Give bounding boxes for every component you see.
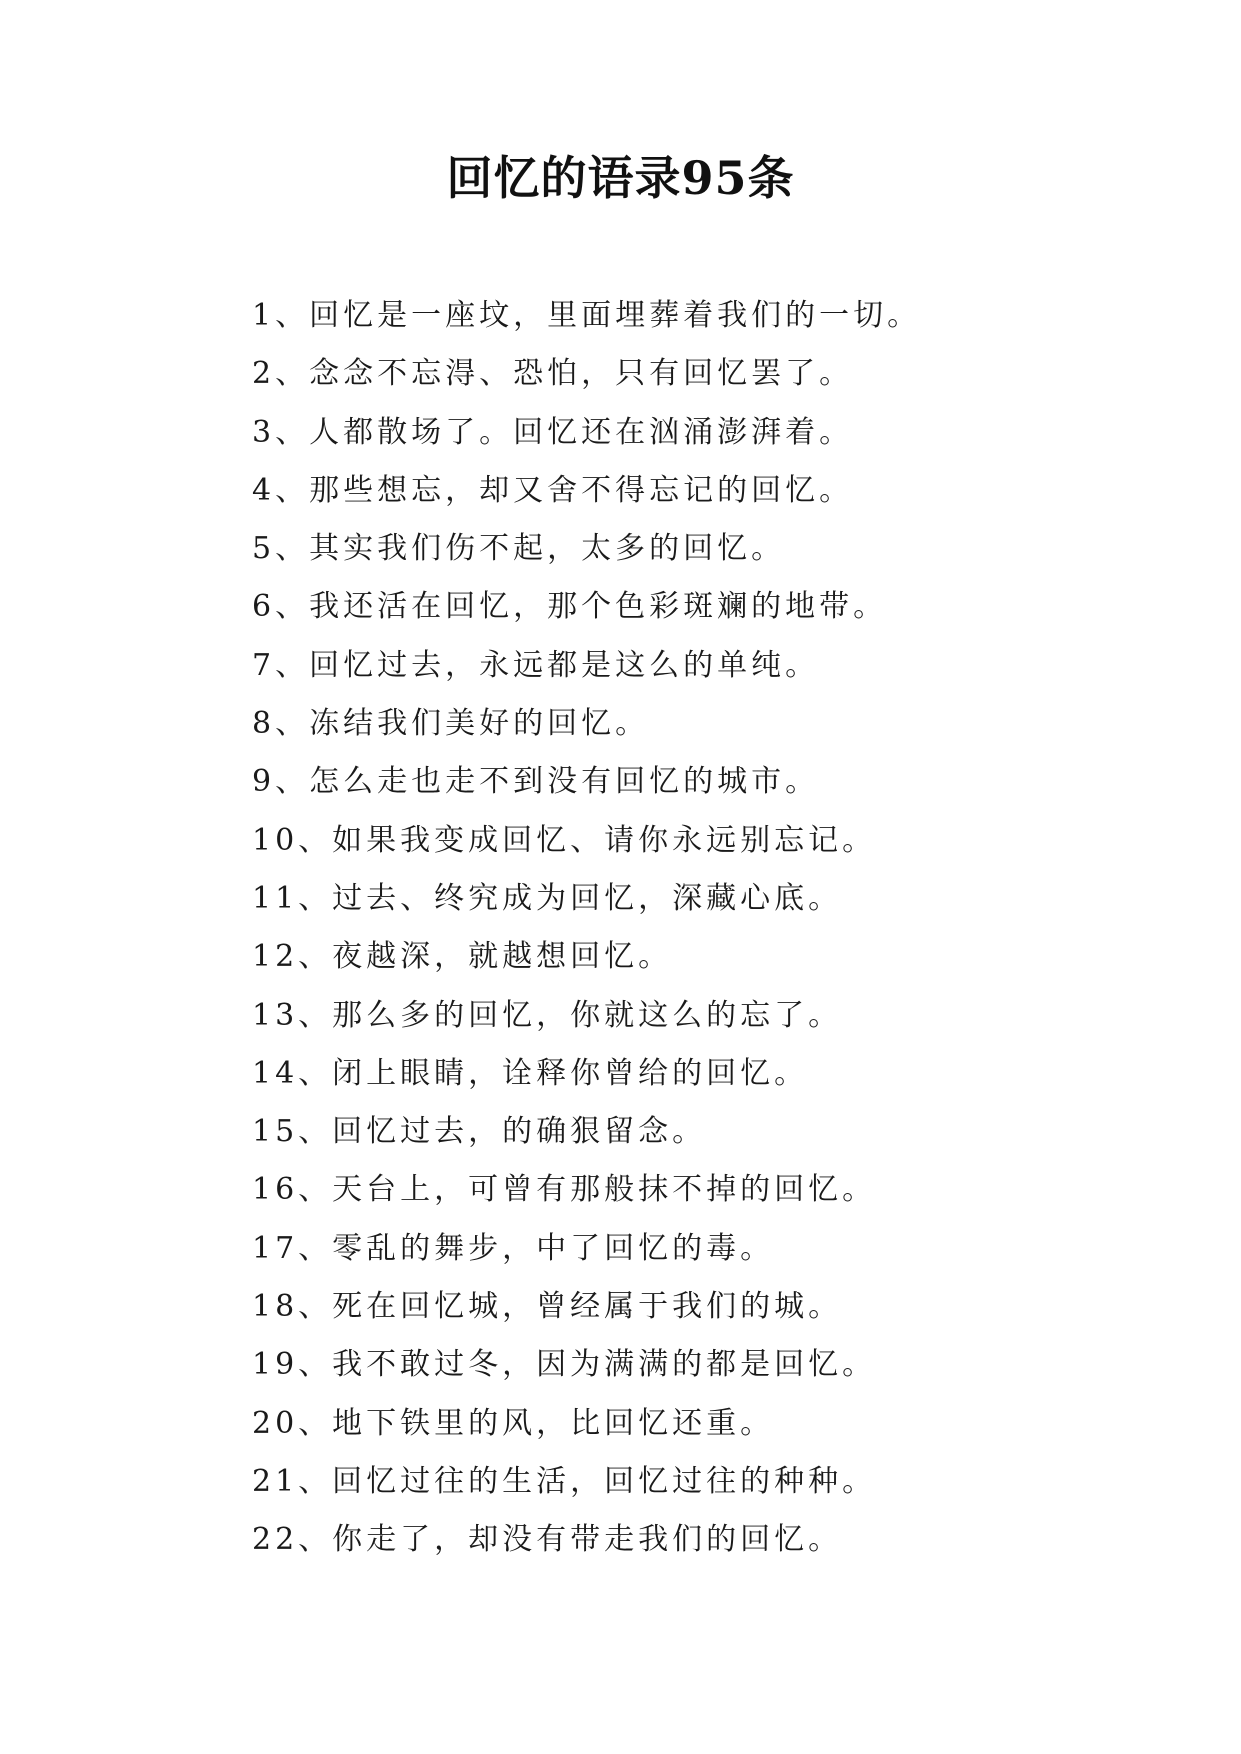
- list-item: 18、死在回忆城，曾经属于我们的城。: [252, 1289, 843, 1325]
- list-item: 4、那些想忘，却又舍不得忘记的回忆。: [252, 472, 854, 508]
- list-item: 7、回忆过去，永远都是这么的单纯。: [252, 647, 820, 683]
- list-item: 8、冻结我们美好的回忆。: [252, 706, 650, 742]
- list-item: 9、怎么走也走不到没有回忆的城市。: [252, 764, 820, 800]
- list-item: 5、其实我们伤不起，太多的回忆。: [252, 531, 786, 567]
- page-title: 回忆的语录95条: [446, 151, 795, 205]
- list-item: 17、零乱的舞步，中了回忆的毒。: [252, 1230, 775, 1266]
- list-item: 6、我还活在回忆，那个色彩斑斓的地带。: [252, 589, 888, 625]
- list-item: 21、回忆过往的生活，回忆过往的种种。: [252, 1463, 877, 1499]
- list-item: 15、回忆过去，的确狠留念。: [252, 1114, 707, 1150]
- list-item: 20、地下铁里的风，比回忆还重。: [252, 1405, 775, 1441]
- list-item: 2、念念不忘淂、恐怕，只有回忆罢了。: [252, 356, 854, 392]
- list-item: 14、闭上眼睛，诠释你曾给的回忆。: [252, 1055, 809, 1091]
- list-item: 10、如果我变成回忆、请你永远别忘记。: [252, 822, 877, 858]
- list-item: 22、你走了，却没有带走我们的回忆。: [252, 1522, 843, 1558]
- list-item: 13、那么多的回忆，你就这么的忘了。: [252, 997, 843, 1033]
- list-item: 1、回忆是一座坟，里面埋葬着我们的一切。: [252, 298, 922, 333]
- list-item: 16、天台上，可曾有那般抹不掉的回忆。: [252, 1172, 877, 1208]
- quote-list: [252, 294, 1152, 1577]
- list-item: 19、我不敢过冬，因为满满的都是回忆。: [252, 1347, 877, 1383]
- list-item: 11、过去、终究成为回忆，深藏心底。: [252, 880, 843, 916]
- list-item: 3、人都散场了。回忆还在汹涌澎湃着。: [252, 414, 854, 450]
- list-item: 12、夜越深，就越想回忆。: [252, 939, 673, 975]
